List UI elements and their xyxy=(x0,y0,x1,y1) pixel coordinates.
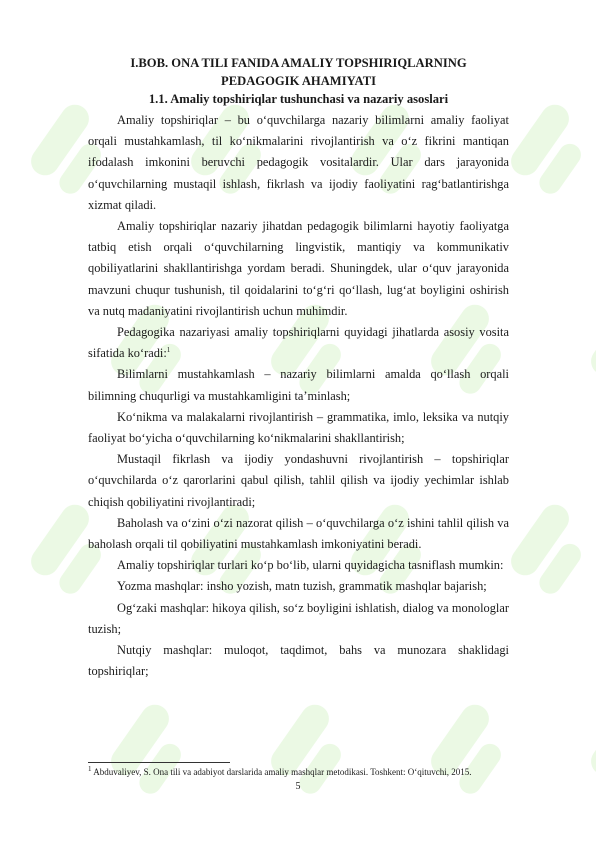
paragraph-3-text: Pedagogika nazariyasi amaliy topshiriqlarni quyidagi jihatlarda asosiy vosita sifatida ko‘radi: xyxy=(88,325,509,361)
list-item-7: Og‘zaki mashqlar: hikoya qilish, so‘z boyligini ishlatish, dialog va monologlar tuzish; xyxy=(88,600,509,636)
page-number: 5 xyxy=(295,781,301,792)
chapter-title-line2: PEDAGOGIK AHAMIYATI xyxy=(221,74,376,88)
watermark-mark xyxy=(586,299,596,398)
paragraph-3 xyxy=(88,322,509,364)
watermark-mark xyxy=(506,499,596,598)
section-title: 1.1. Amaliy topshiriqlar tushunchasi va nazariy asoslari xyxy=(148,92,449,106)
watermark-mark xyxy=(506,99,596,198)
list-item-4: Baholash va o‘zini o‘zi nazorat qilish – o‘quvchilarga o‘z ishini tahlil qilish va baholash orqali til qobiliyatini mustahkamlash imkoniyatini beradi. xyxy=(88,515,509,552)
footnote-number: 1 xyxy=(88,765,92,773)
footnote-text: Abduvaliyev, S. Ona tili va adabiyot darslarida amaliy mashqlar metodikasi. Toshkent: O‘qituvchi, 2015. xyxy=(91,767,472,777)
footnote-reference[interactable]: 1 xyxy=(166,346,171,355)
page-body xyxy=(88,54,509,682)
list-item-1: Bilimlarni mustahkamlash – nazariy bilimlarni amalda qo‘llash orqali bilimning chuqurligi va mustahkamligini ta’minlash; xyxy=(88,367,509,403)
chapter-title-line1: I.BOB. ONA TILI FANIDA AMALIY TOPSHIRIQLARNING xyxy=(130,56,467,70)
list-item-5: Amaliy topshiriqlar turlari ko‘p bo‘lib, ularni quyidagicha tasniflash mumkin: xyxy=(117,558,504,573)
footnote xyxy=(88,767,518,778)
list-item-6: Yozma mashqlar: insho yozish, matn tuzish, grammatik mashqlar bajarish; xyxy=(117,579,487,594)
paragraph-2: Amaliy topshiriqlar nazariy jihatdan pedagogik bilimlarni hayotiy faoliyatga tatbiq etish orqali o‘quvchilarning lingvistik, mantiqiy va kommunikativ qobiliyatlarini shakllantirishga yordam beradi. Shuningdek, ular o‘quv jarayonida mavzuni chuqur tushunish, til qoidalarini to‘g‘ri qo‘llash, lug‘at boyligini oshirish va nutq madaniyatini rivojlantirish uchun muhimdir. xyxy=(88,219,509,318)
footnote-divider xyxy=(88,762,230,763)
list-item-2: Ko‘nikma va malakalarni rivojlantirish – grammatika, imlo, leksika va nutqiy faoliyat bo‘yicha o‘quvchilarning ko‘nikmalarini shakllantirish; xyxy=(88,409,509,446)
list-item-8: Nutqiy mashqlar: muloqot, taqdimot, bahs va munozara shaklidagi topshiriqlar; xyxy=(88,643,509,679)
list-item-3: Mustaqil fikrlash va ijodiy yondashuvni rivojlantirish – topshiriqlar o‘quvchilarda o‘z qarorlarini qabul qilish, tahlil qilish va ijodiy yechimlar ishlab chiqish qobiliyatini rivojlantiradi; xyxy=(88,452,509,509)
paragraph-1: Amaliy topshiriqlar – bu o‘quvchilarga nazariy bilimlarni amaliy faoliyat orqali mustahkamlash, til ko‘nikmalarini rivojlantirish va o‘z fikrini mantiqan ifodalash imkonini beruvchi pedagogik vositalardir. Ular dars jarayonida o‘quvchilarning mustaqil ishlash, fikrlash va ijodiy faoliyatini rag‘batlantirishga xizmat qiladi. xyxy=(88,113,509,212)
